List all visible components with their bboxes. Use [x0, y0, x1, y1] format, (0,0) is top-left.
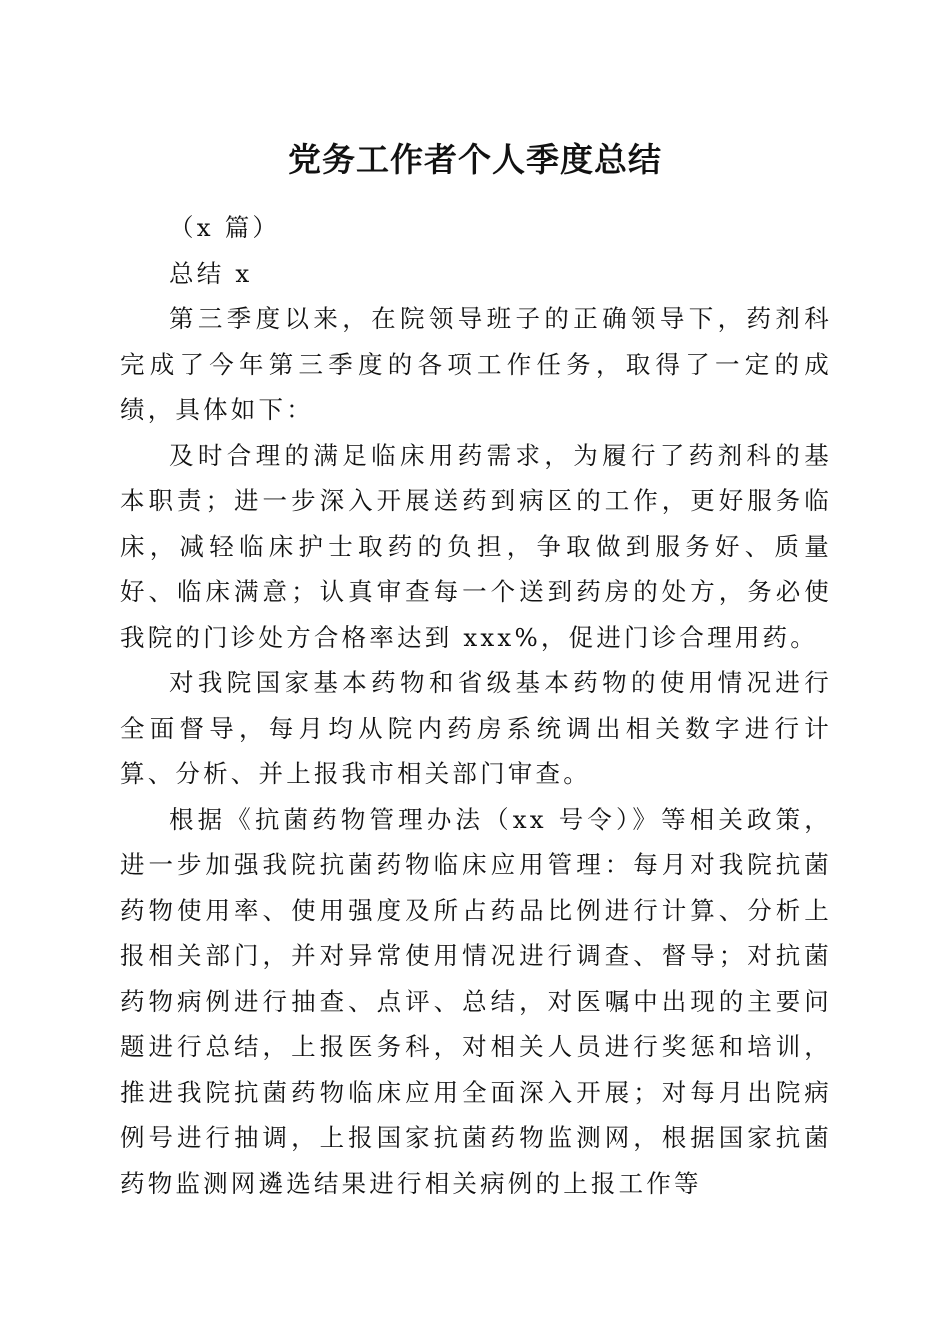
document-title: 党务工作者个人季度总结 — [288, 140, 662, 179]
series-label: （x 篇） — [169, 213, 281, 242]
paragraph-clinical-supply: 及时合理的满足临床用药需求，为履行了药剂科的基本职责；进一步深入开展送药到病区的工作，更好服务临床，减轻临床护士取药的负担，争取做到服务好、质量好、临床满意；认真审查每一个送到药房的处方，务必使我院的门诊处方合格率达到 xxx%，促进门诊合理用药。 — [120, 440, 832, 652]
summary-label: 总结 x — [169, 258, 253, 288]
paragraph-intro: 第三季度以来，在院领导班子的正确领导下，药剂科完成了今年第三季度的各项工作任务，取得了一定的成绩，具体如下： — [120, 304, 832, 424]
document-body — [120, 205, 832, 1206]
paragraph-antibiotics: 根据《抗菌药物管理办法（xx 号令）》等相关政策，进一步加强我院抗菌药物临床应用管理：每月对我院抗菌药物使用率、使用强度及所占药品比例进行计算、分析上报相关部门，并对异常使用情况进行调查、督导；对抗菌药物病例进行抽查、点评、总结，对医嘱中出现的主要问题进行总结，上报医务科，对相关人员进行奖惩和培训，推进我院抗菌药物临床应用全面深入开展；对每月出院病例号进行抽调，上报国家抗菌药物监测网，根据国家抗菌药物监测网遴选结果进行相关病例的上报工作等 — [120, 804, 832, 1198]
paragraph-essential-drugs: 对我院国家基本药物和省级基本药物的使用情况进行全面督导，每月均从院内药房系统调出相关数字进行计算、分析、并上报我市相关部门审查。 — [120, 668, 832, 788]
